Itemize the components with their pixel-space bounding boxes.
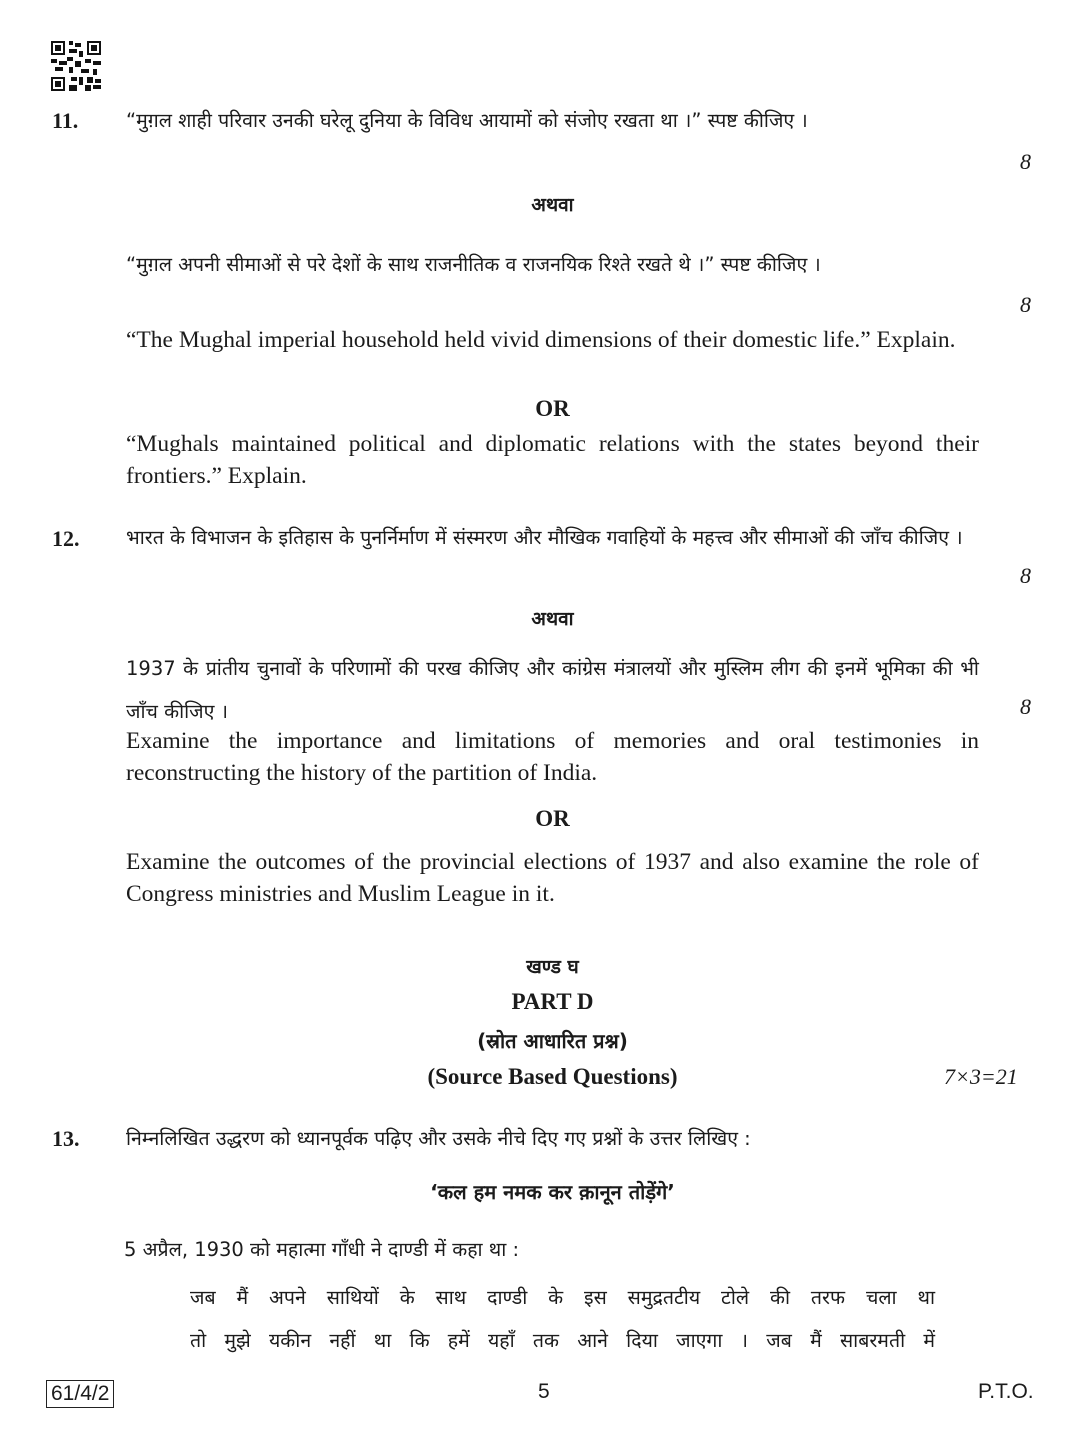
question-number: 11. (52, 108, 79, 133)
q13-instruction: निम्नलिखित उद्धरण को ध्यानपूर्वक पढ़िए और उसके नीचे दिए गए प्रश्नों के उत्तर लिखिए : (126, 1127, 751, 1150)
marks: 8 (1020, 149, 1031, 174)
marks: 8 (1020, 694, 1031, 719)
source-quote-line: जब मैं अपने साथियों के साथ दाण्डी के इस समुद्रतटीय टोले की तरफ चला था (190, 1286, 935, 1309)
section-title-english: PART D (511, 989, 594, 1014)
athva-separator: अथवा (531, 194, 574, 216)
marks: 8 (1020, 292, 1031, 317)
q12-hindi-alternate: 1937 के प्रांतीय चुनावों के परिणामों की परख कीजिए और कांग्रेस मंत्रालयों और मुस्लिम लीग की इनमें भूमिका की भी जाँच कीजिए । (126, 657, 979, 723)
q12-english-alternate: Examine the outcomes of the provincial elections of 1937 and also examine the role of Congress ministries and Muslim League in it. (126, 849, 979, 907)
q11-english-question: “The Mughal imperial household held vivid dimensions of their domestic life.” Explain. (126, 327, 956, 353)
section-subtitle-english: (Source Based Questions) (427, 1064, 678, 1089)
or-separator: OR (535, 396, 570, 421)
section-title-hindi: खण्ड घ (526, 956, 579, 978)
qr-code-icon (51, 41, 101, 91)
q12-english-question: Examine the importance and limitations of memories and oral testimonies in reconstructing the history of the partition of India. (126, 728, 979, 786)
athva-separator: अथवा (531, 608, 574, 630)
marks: 8 (1020, 563, 1031, 588)
question-number: 12. (52, 526, 80, 551)
section-marks: 7×3=21 (944, 1064, 1018, 1089)
source-quote-line: तो मुझे यकीन नहीं था कि हमें यहाँ तक आने दिया जाएगा । जब मैं साबरमती में (190, 1329, 935, 1352)
q11-hindi-alternate: “मुग़ल अपनी सीमाओं से परे देशों के साथ राजनीतिक व राजनयिक रिश्ते रखते थे ।” स्पष्ट कीजिए । (126, 253, 821, 276)
q11-hindi-question: “मुग़ल शाही परिवार उनकी घरेलू दुनिया के विविध आयामों को संजोए रखता था ।” स्पष्ट कीजिए । (126, 109, 808, 132)
source-intro: 5 अप्रैल, 1930 को महात्मा गाँधी ने दाण्डी में कहा था : (124, 1238, 520, 1261)
please-turn-over: P.T.O. (978, 1380, 1034, 1403)
paper-code: 61/4/2 (46, 1380, 114, 1408)
q12-hindi-question: भारत के विभाजन के इतिहास के पुनर्निर्माण में संस्मरण और मौखिक गवाहियों के महत्त्व और सीमाओं की जाँच कीजिए । (126, 526, 963, 549)
question-number: 13. (52, 1126, 80, 1151)
or-separator: OR (535, 806, 570, 831)
page-number: 5 (538, 1380, 550, 1403)
source-heading: ‘कल हम नमक कर क़ानून तोड़ेंगे’ (430, 1180, 675, 1204)
q11-english-alternate: “Mughals maintained political and diplomatic relations with the states beyond their frontiers.” Explain. (126, 431, 979, 489)
section-subtitle-hindi: (स्रोत आधारित प्रश्न) (477, 1029, 628, 1053)
